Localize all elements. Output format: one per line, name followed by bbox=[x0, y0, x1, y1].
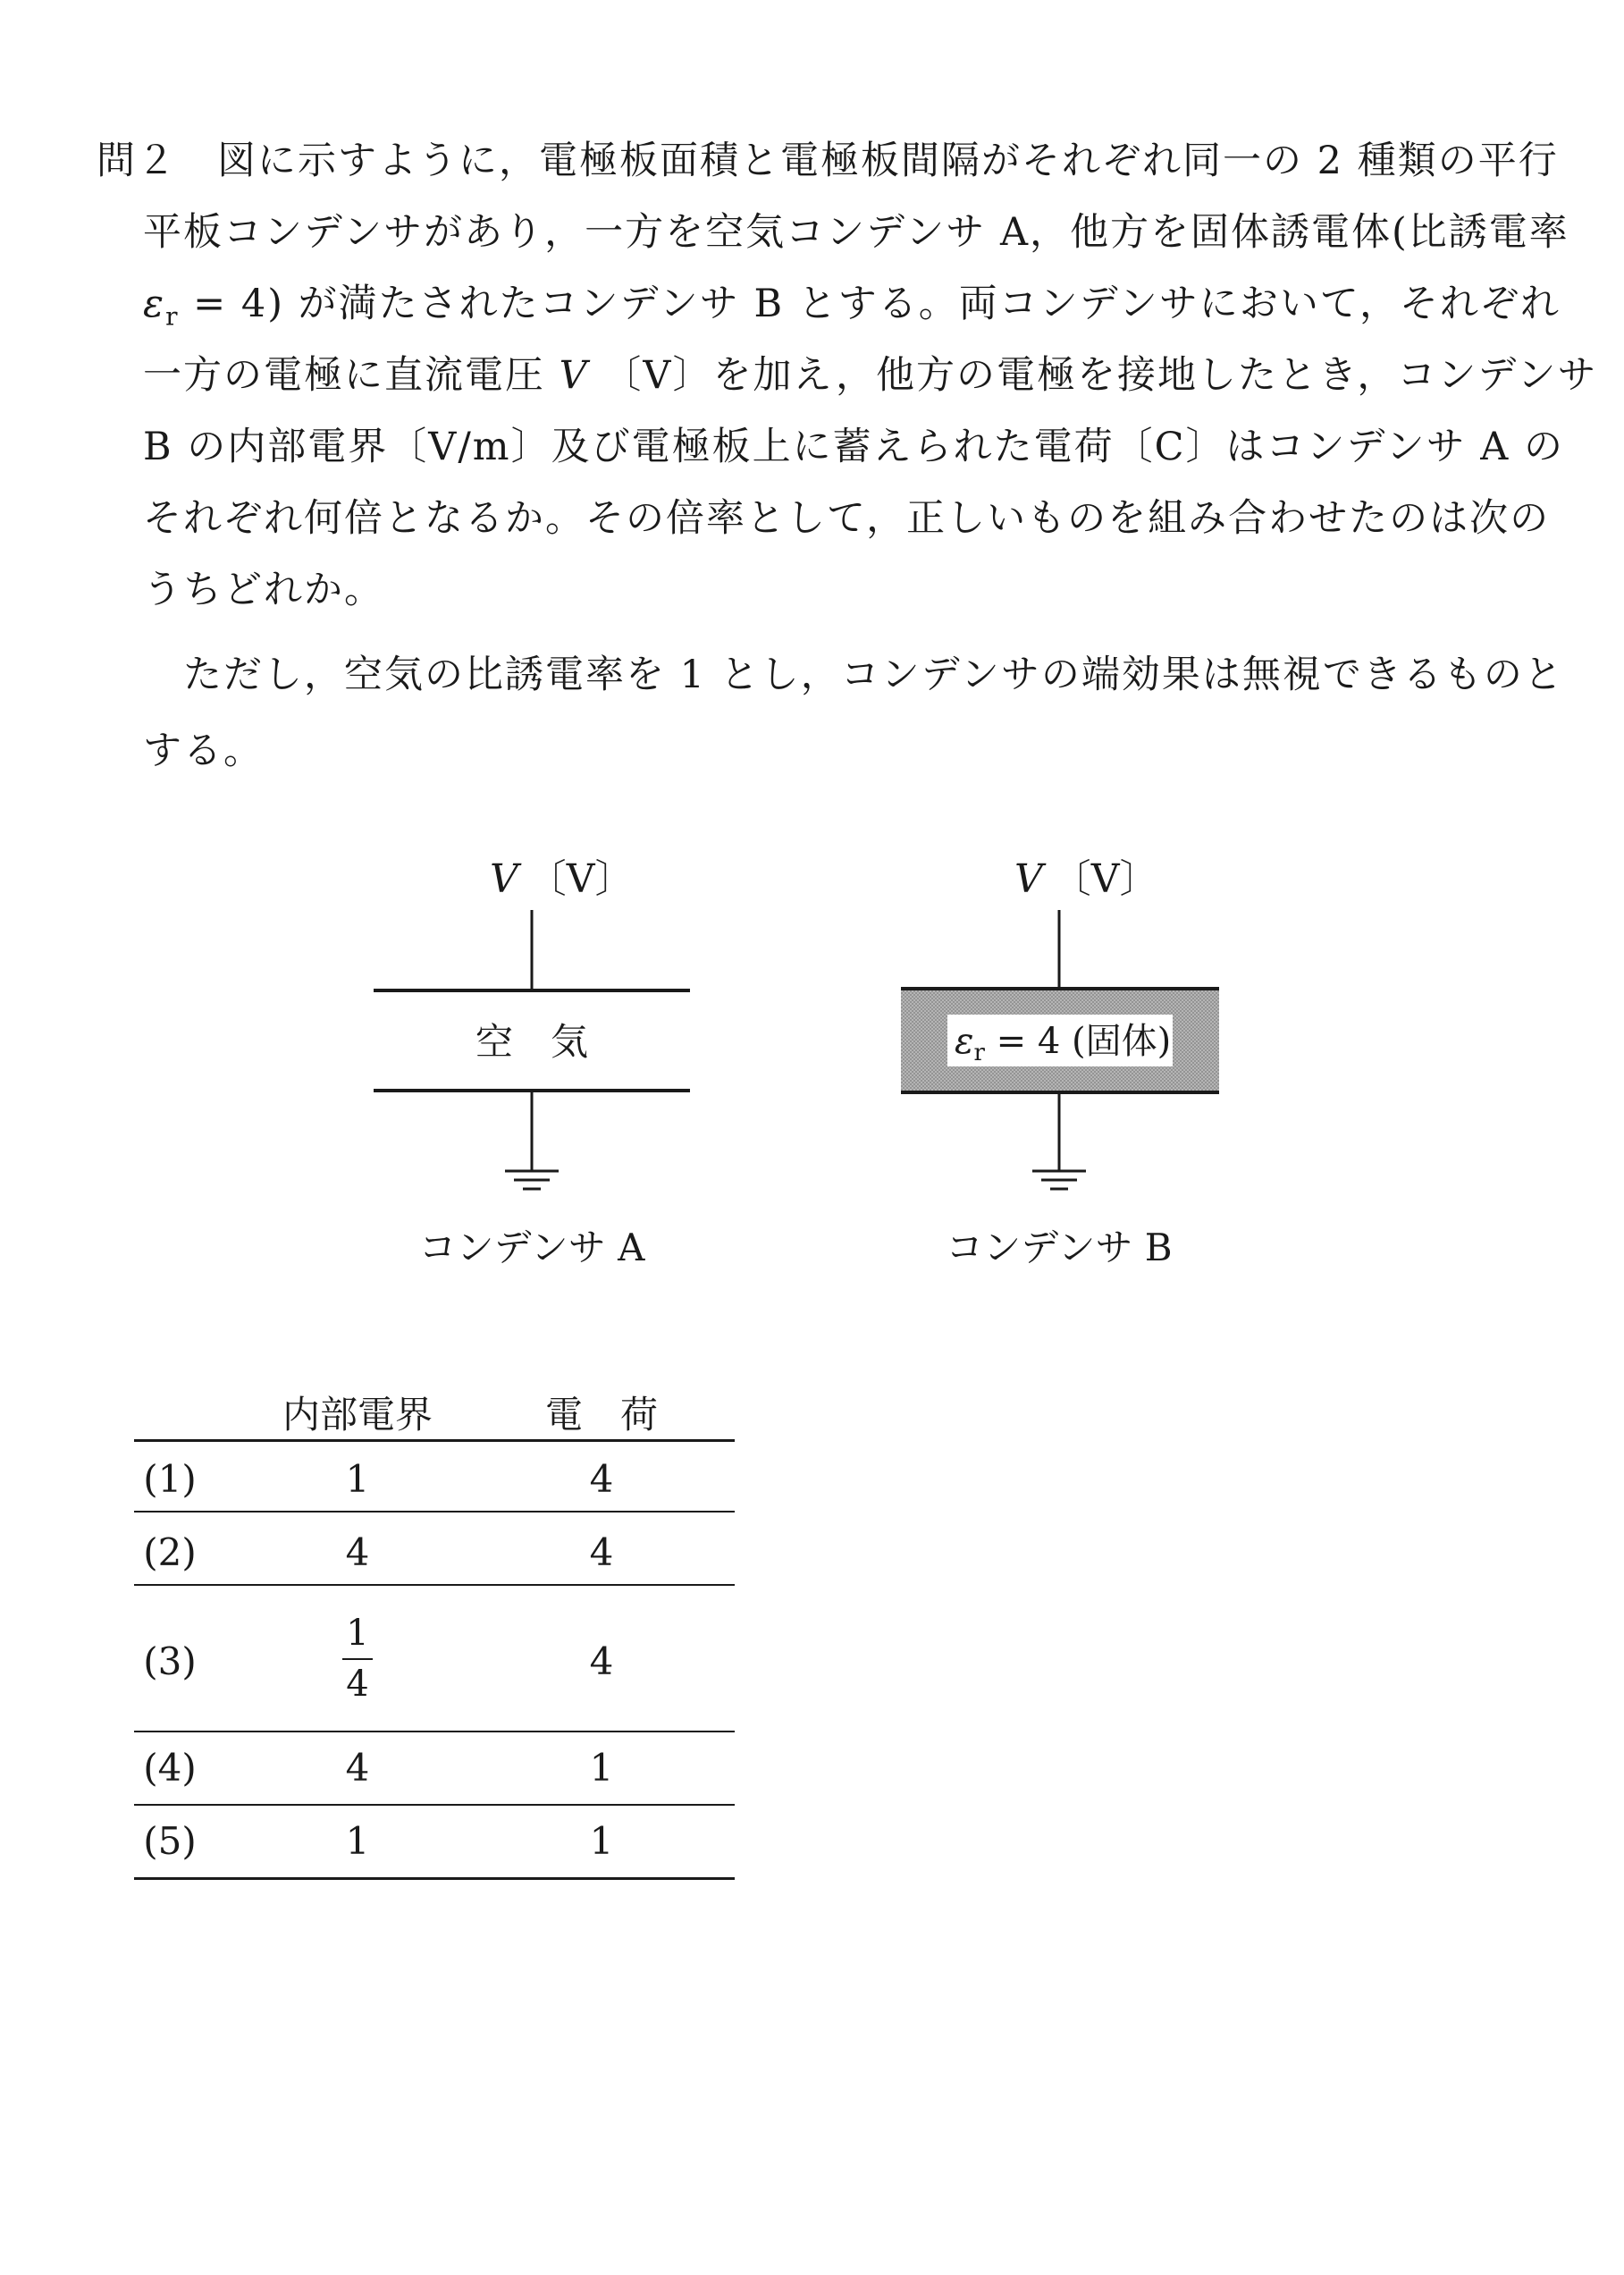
capa-caption: コンデンサ A bbox=[418, 1226, 645, 1269]
row-number: (2) bbox=[143, 1530, 197, 1574]
question-line-2: 平板コンデンサがあり，一方を空気コンデンサ A，他方を固体誘電体(比誘電率 bbox=[143, 210, 1569, 255]
question-line-6: それぞれ何倍となるか。その倍率として，正しいものを組み合わせたのは次の bbox=[143, 496, 1551, 541]
capa-ground-icon bbox=[505, 1171, 559, 1189]
charge-value: 4 bbox=[589, 1457, 614, 1501]
capb-voltage-label: V 〔V〕 bbox=[1014, 856, 1159, 902]
row-number: (1) bbox=[143, 1457, 197, 1501]
capacitor-a bbox=[374, 856, 690, 1269]
question-line-1: 問２ 図に示すように，電極板面積と電極板間隔がそれぞれ同一の 2 種類の平行 bbox=[97, 139, 1559, 183]
header-charge: 電 荷 bbox=[544, 1393, 658, 1437]
capacitor-b bbox=[901, 856, 1219, 1269]
capb-medium-label: $\varepsilon_r = 4$ (固体) bbox=[955, 1021, 1172, 1066]
charge-value: 1 bbox=[589, 1746, 614, 1790]
field-value: 1 bbox=[345, 1457, 370, 1501]
fraction-bar bbox=[342, 1658, 373, 1660]
question-line-8: ただし，空気の比誘電率を 1 とし，コンデンサの端効果は無視できるものと bbox=[183, 653, 1564, 697]
charge-value: 4 bbox=[589, 1530, 614, 1574]
row-number: (3) bbox=[143, 1639, 197, 1683]
capb-ground-icon bbox=[1032, 1171, 1086, 1189]
row-divider bbox=[134, 1804, 735, 1806]
capacitor-figure bbox=[0, 831, 1624, 1332]
table-top-rule bbox=[134, 1439, 735, 1442]
row-divider bbox=[134, 1731, 735, 1732]
question-line-7: うちどれか。 bbox=[143, 568, 384, 612]
capb-caption: コンデンサ B bbox=[946, 1226, 1173, 1269]
question-line-4: 一方の電極に直流電圧 V 〔V〕を加え，他方の電極を接地したとき，コンデンサ bbox=[143, 353, 1598, 398]
capa-voltage-label: V 〔V〕 bbox=[490, 856, 635, 902]
question-line-3: $\varepsilon_r = 4$) が満たされたコンデンサ B とする。両コンデンサにおいて，それぞれ bbox=[143, 282, 1561, 332]
question-label: 問２ bbox=[97, 139, 177, 183]
capa-medium-label: 空 気 bbox=[475, 1020, 589, 1064]
header-field: 内部電界 bbox=[282, 1393, 433, 1437]
field-fraction-denominator: 4 bbox=[346, 1664, 369, 1705]
field-value: 4 bbox=[345, 1746, 370, 1790]
row-divider bbox=[134, 1584, 735, 1586]
row-number: (5) bbox=[143, 1819, 197, 1863]
charge-value: 1 bbox=[589, 1819, 614, 1863]
question-line-9: する。 bbox=[143, 729, 264, 773]
question-line-5: B の内部電界〔V/m〕及び電極板上に蓄えられた電荷〔C〕はコンデンサ A の bbox=[143, 425, 1565, 469]
field-value: 1 bbox=[345, 1819, 370, 1863]
field-value: 4 bbox=[345, 1530, 370, 1574]
row-divider bbox=[134, 1511, 735, 1512]
table-bottom-rule bbox=[134, 1877, 735, 1880]
charge-value: 4 bbox=[589, 1639, 614, 1683]
row-number: (4) bbox=[143, 1746, 197, 1790]
field-fraction-numerator: 1 bbox=[346, 1613, 369, 1654]
